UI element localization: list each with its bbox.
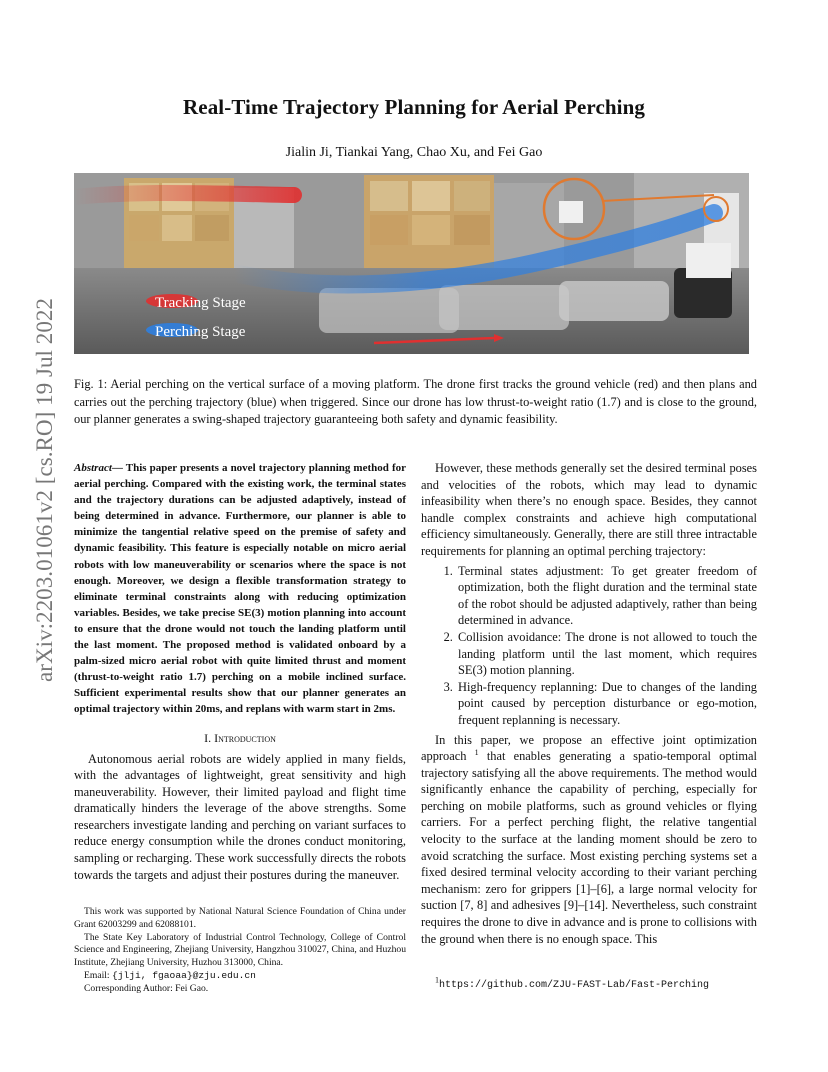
footnotes [74, 906, 406, 996]
right-paragraph-1: However, these methods generally set the desired terminal poses and velocities of the robots, which may lead to dynamic infeasibility when there’s no enough space. Besides, they cannot handle complex constraints and achieve high computational efficiency simultaneously. Generally, there are still three intractable requirements for planning an optimal perching trajectory: [421, 461, 757, 558]
requirement-item: 3. High-frequency replanning: Due to changes of the landing point caused by perception disturbance or ego-motion, frequent replanning is necessary. [456, 679, 757, 729]
abstract [74, 460, 406, 718]
email-address[interactable]: {jlji, fgaoaa}@zju.edu.cn [111, 969, 256, 981]
paper-authors: Jialin Ji, Tiankai Yang, Chao Xu, and Fei Gao [285, 145, 543, 160]
affiliation-note: The State Key Laboratory of Industrial Control Technology, College of Control Science and Engineering, Zhejiang University, Hangzhou 310027, China, and Huzhou Institute, Zhejiang University, Huzhou 313000, China. [74, 931, 406, 969]
tracking-stage-label: Tracking Stage [155, 295, 246, 311]
left-column [74, 460, 406, 883]
right-column [421, 460, 757, 947]
paper-title: Real-Time Trajectory Planning for Aerial Perching [183, 95, 645, 119]
footnote-ref[interactable]: 1 [474, 747, 479, 757]
footnote-mark: 1 [435, 975, 439, 985]
email-note [74, 970, 406, 983]
intro-paragraph: Autonomous aerial robots are widely applied in many fields, with the advantages of lightweight, great sensitivity and high maneuverability. However, their limited payload and flight time dramatically hinders the leverage of the above strengths. Some researchers investigate landing and perching on variant surfaces to reduce energy consumption while the drones conduct monitoring, sampling or recharging. These work successfully directs the robots towards the targets and adjust their postures during the maneuver. [74, 751, 406, 882]
right-paragraph-2 [421, 732, 757, 948]
github-url[interactable]: https://github.com/ZJU-FAST-Lab/Fast-Perching [439, 980, 710, 991]
abstract-text: — This paper presents a novel trajectory planning method for aerial perching. Compared with the existing work, the terminal states and the trajectory durations can be adjusted adaptively, instead of being determined in advance. Furthermore, our planner is able to minimize the tangential relative speed on the premise of safety and dynamic feasibility. This feature is especially notable on micro aerial robots with low maneuverability or scenarios where the space is not enough. Moreover, we design a flexible transformation strategy to eliminate terminal constraints along with reducing optimization variables. Besides, we take precise SE(3) motion planning into account to ensure that the drone would not touch the landing platform until the last moment. The proposed method is validated onboard by a palm-sized micro aerial robot with quite limited thrust and moment (thrust-to-weight ratio 1.7) perching on a mobile inclined surface. Sufficient experimental results show that our planner generates an optimal trajectory within 20ms, and replans with warm start in 2ms. [74, 462, 406, 716]
para2-start: In this paper, we propose an effective joint optimization approach [421, 732, 757, 764]
requirement-item: 2. Collision avoidance: The drone is not allowed to touch the landing platform until the last moment, which requires SE(3) motion planning. [456, 629, 757, 679]
corresponding-note: Corresponding Author: Fei Gao. [84, 982, 209, 994]
arxiv-side-label [20, 296, 64, 696]
section-heading-introduction: I. Introduction [204, 730, 276, 745]
para2-rest: that enables generating a spatio-temporal optimal trajectory satisfying all the above requirements. The method would significantly enhance the capability of perching, especially for perching on mobile platforms, such as ground vehicles or flying carriers. For a perfect perching flight, the relative tangential velocity to the surface at the landing moment should be zero to avoid scratching the surface. Most existing perching systems set a fixed desired terminal velocity according to their variant perching mechanism: zero for grippers [1]–[6], a large normal velocity for suction [7, 8] and adhesives [9]–[14]. Nevertheless, such constraint requires the drone to dive in advance and is prone to collisions with the ground when there is no enough space. This [421, 749, 757, 946]
requirement-item: 1. Terminal states adjustment: To get greater freedom of optimization, both the flight duration and the terminal state of the robot should be adjusted adaptively, rather than being determined in advance. [456, 563, 757, 629]
funding-note: This work was supported by National Natural Science Foundation of China under Grant 62003299 and 62088101. [74, 906, 406, 930]
perching-stage-label: Perching Stage [155, 324, 246, 340]
github-footnote [435, 975, 710, 991]
figure-1-photo [74, 173, 749, 354]
email-label: Email: [84, 969, 112, 981]
figure-caption: Fig. 1: Aerial perching on the vertical surface of a moving platform. The drone first tracks the ground vehicle (red) and then plans and carries out the perching trajectory (blue) when triggered. Since our drone has low thrust-to-weight ratio (1.7) and is close to the ground, our planner generates a swing-shaped trajectory guaranteeing both safety and dynamic feasibility. [74, 377, 757, 426]
requirements-list [421, 563, 757, 729]
arxiv-side-text: arXiv:2203.01061v2 [cs.RO] 19 Jul 2022 [32, 299, 57, 682]
abstract-label: Abstract [74, 462, 112, 474]
